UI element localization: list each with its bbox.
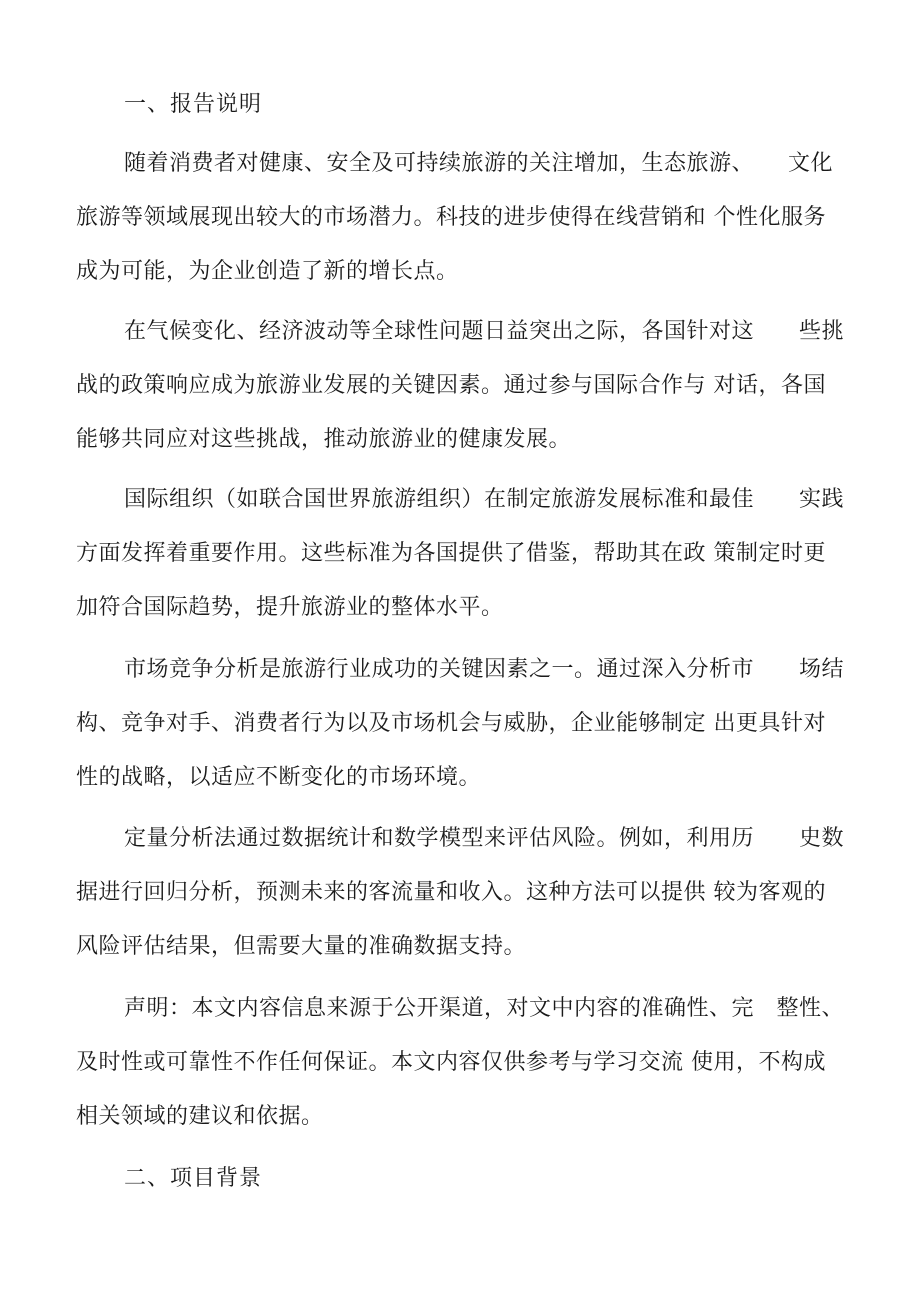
paragraph-3 bbox=[76, 473, 846, 635]
paragraph-line: 旅游等领域展现出较大的市场潜力。科技的进步使得在线营销和 个性化服务 bbox=[76, 205, 826, 230]
paragraph-line: 据进行回归分析，预测未来的客流量和收入。这种方法可以提供 较为客观的 bbox=[76, 880, 826, 905]
paragraph-line: 及时性或可靠性不作任何保证。本文内容仅供参考与学习交流 使用，不构成 bbox=[76, 1050, 826, 1075]
paragraph-line: 能够共同应对这些挑战，推动旅游业的健康发展。 bbox=[76, 427, 572, 452]
section-heading-report-description: 一、报告说明 bbox=[124, 92, 263, 117]
paragraph-line: 风险评估结果，但需要大量的准确数据支持。 bbox=[76, 934, 527, 959]
paragraph-line: 方面发挥着重要作用。这些标准为各国提供了借鉴，帮助其在政 策制定时更 bbox=[76, 541, 826, 566]
section-heading-project-background: 二、项目背景 bbox=[124, 1166, 263, 1191]
paragraph-2 bbox=[76, 305, 846, 467]
paragraph-4 bbox=[76, 643, 846, 805]
paragraph-line: 国际组织（如联合国世界旅游组织）在制定旅游发展标准和最佳 实践 bbox=[124, 487, 845, 512]
paragraph-line: 相关领域的建议和依据。 bbox=[76, 1104, 324, 1129]
paragraph-1 bbox=[76, 137, 846, 299]
paragraph-line: 随着消费者对健康、安全及可持续旅游的关注增加，生态旅游、 文化 bbox=[124, 151, 834, 176]
paragraph-line: 在气候变化、经济波动等全球性问题日益突出之际，各国针对这 些挑 bbox=[124, 319, 845, 344]
paragraph-line: 构、竞争对手、消费者行为以及市场机会与威胁，企业能够制定 出更具针对 bbox=[76, 711, 826, 736]
paragraph-line: 声明：本文内容信息来源于公开渠道，对文中内容的准确性、完 整性、 bbox=[124, 996, 845, 1021]
paragraph-line: 定量分析法通过数据统计和数学模型来评估风险。例如，利用历 史数 bbox=[124, 826, 845, 851]
paragraph-line: 性的战略，以适应不断变化的市场环境。 bbox=[76, 765, 482, 790]
paragraph-5 bbox=[76, 812, 846, 974]
paragraph-line: 成为可能，为企业创造了新的增长点。 bbox=[76, 259, 459, 284]
paragraph-6-disclaimer bbox=[76, 982, 846, 1144]
paragraph-line: 市场竞争分析是旅游行业成功的关键因素之一。通过深入分析市 场结 bbox=[124, 657, 845, 682]
paragraph-line: 加符合国际趋势，提升旅游业的整体水平。 bbox=[76, 595, 504, 620]
paragraph-line: 战的政策响应成为旅游业发展的关键因素。通过参与国际合作与 对话，各国 bbox=[76, 373, 826, 398]
